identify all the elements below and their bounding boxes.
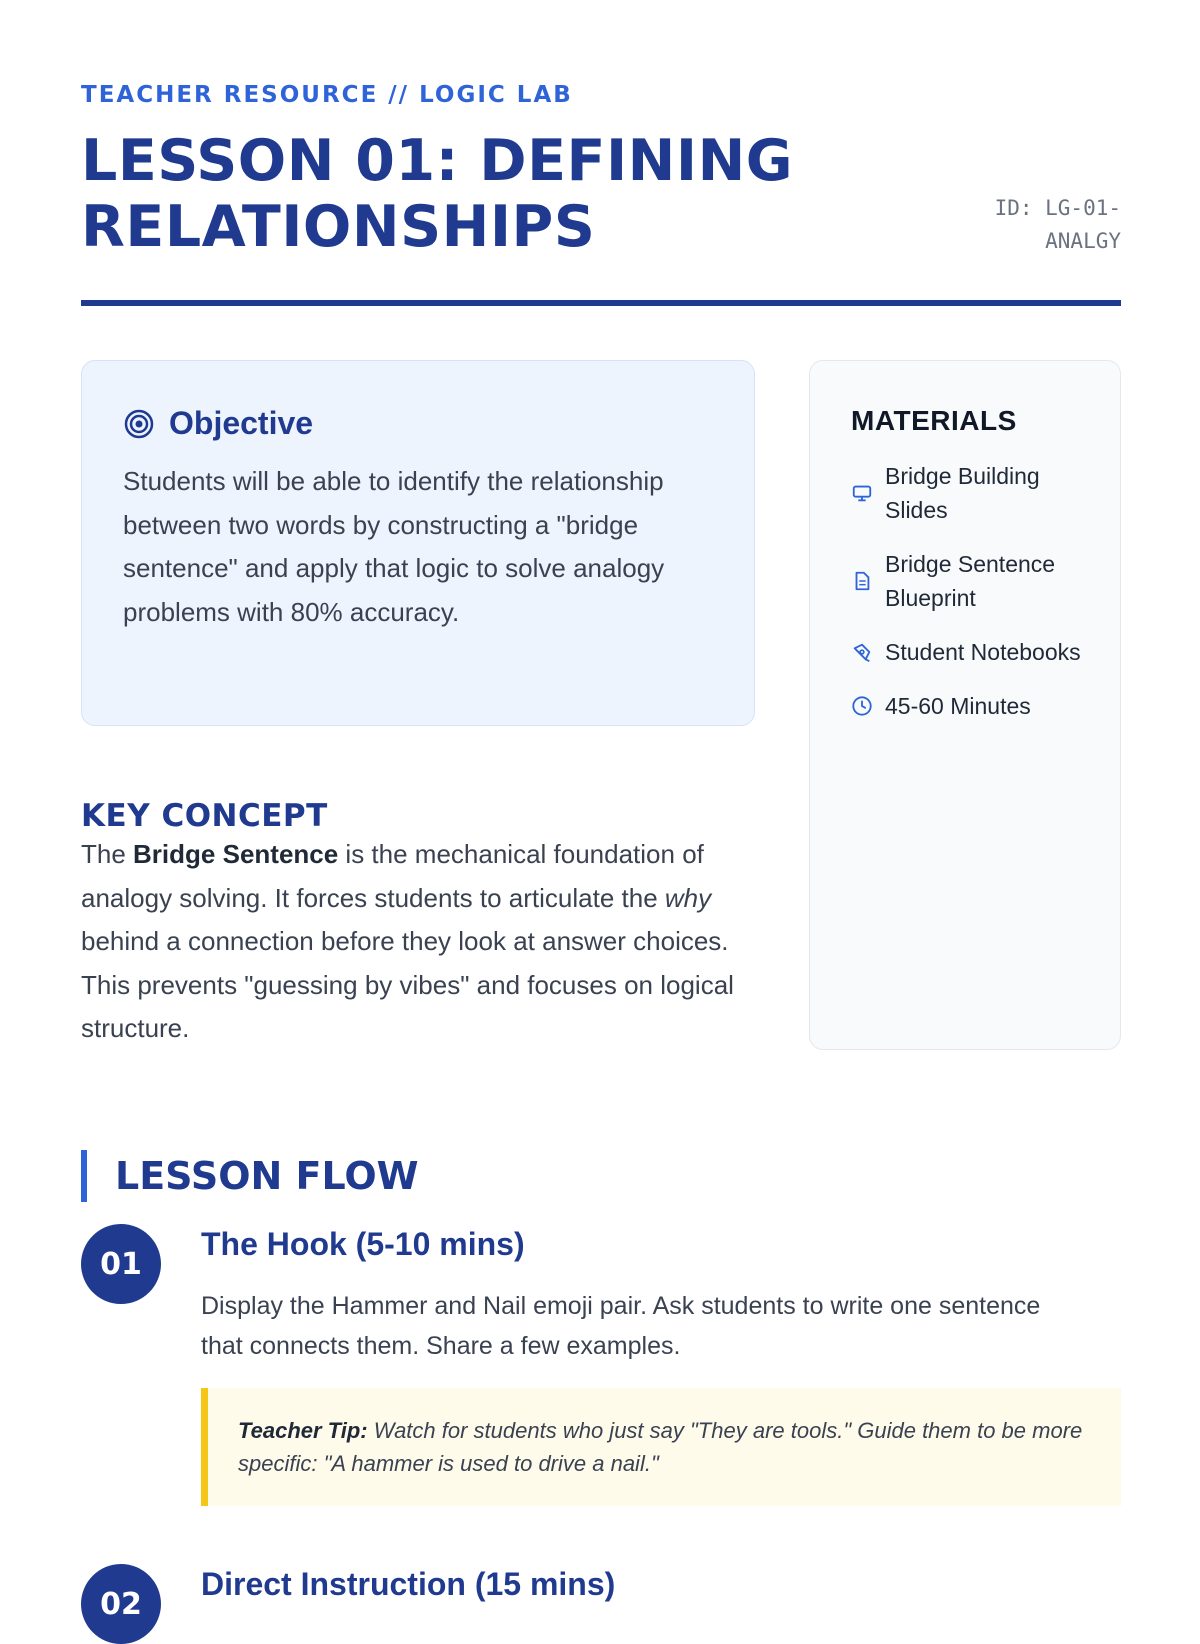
clock-icon [851,695,873,717]
eyebrow-label: TEACHER RESOURCE // LOGIC LAB [81,82,573,108]
material-item [851,547,1100,615]
materials-card [809,360,1121,1050]
objective-text: Students will be able to identify the relationship between two words by constructing a "bridge sentence" and apply that logic to solve analogy problems with 80% accuracy. [123,466,665,627]
pen-icon [851,641,873,663]
material-item [851,635,1100,669]
objective-heading: Objective [169,405,314,441]
material-label: Bridge Sentence Blueprint [885,551,1056,611]
material-item [851,459,1100,527]
step-title: Direct Instruction (15 mins) [201,1566,616,1602]
material-label: Student Notebooks [885,639,1081,665]
step-number-badge: 02 [81,1564,161,1644]
teacher-tip [201,1388,1121,1506]
key-concept-text: The Bridge Sentence is the mechanical foundation of analogy solving. It forces students to articulate the why behind a connection before they look at answer choices. This prevents "guessing by vibes" and focuses on logical structure. [81,839,734,1043]
material-label: Bridge Building Slides [885,463,1040,523]
tip-text: Watch for students who just say "They are tools." Guide them to be more specific: "A hammer is used to drive a nail." [238,1418,1083,1476]
key-concept-heading: KEY CONCEPT [81,797,328,834]
page-title: LESSON 01: DEFINING RELATIONSHIPS [81,128,794,260]
step-body: Display the Hammer and Nail emoji pair. Ask students to write one sentence that connects them. Share a few examples. [201,1292,1041,1360]
material-item [851,689,1100,723]
key-term: Bridge Sentence [133,839,339,869]
document-id: ID: LG-01-ANALGY [994,196,1121,253]
emphasis-word: why [664,882,712,913]
tip-label: Teacher Tip: [238,1418,368,1443]
header-divider [81,300,1121,306]
target-icon [123,408,155,440]
objective-header [123,405,714,442]
monitor-icon [851,482,873,504]
lesson-flow-heading: LESSON FLOW [81,1150,419,1202]
materials-heading: MATERIALS [851,405,1017,436]
document-icon [851,570,873,592]
objective-card [81,360,755,726]
step-number-badge: 01 [81,1224,161,1304]
material-label: 45-60 Minutes [885,693,1031,719]
step-title: The Hook (5-10 mins) [201,1226,525,1262]
